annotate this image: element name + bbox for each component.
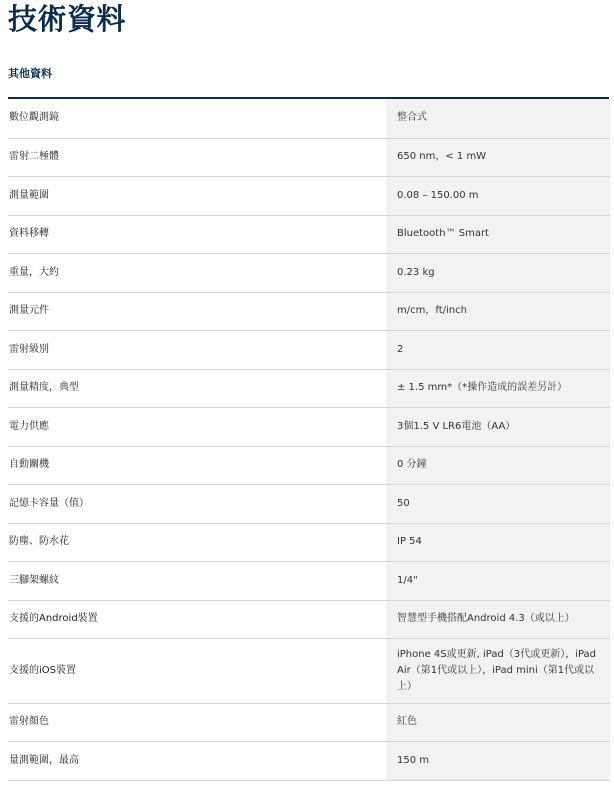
spec-value: 智慧型手機搭配Android 4.3（或以上） — [386, 600, 610, 638]
spec-label: 測量元件 — [8, 292, 386, 330]
spec-label: 重量，大約 — [8, 253, 386, 292]
spec-value: IP 54 — [386, 523, 610, 561]
spec-label: 電力供應 — [8, 407, 386, 446]
spec-label: 雷射級別 — [8, 330, 386, 369]
spec-value: 50 — [386, 484, 610, 523]
spec-row — [8, 215, 610, 253]
spec-value: 0.08 – 150.00 m — [386, 176, 610, 215]
spec-label: 支援的Android裝置 — [8, 600, 386, 638]
spec-label: 資料移轉 — [8, 215, 386, 253]
spec-label: 測量精度，典型 — [8, 369, 386, 407]
spec-value: Bluetooth™ Smart — [386, 215, 610, 253]
spec-label: 支援的iOS裝置 — [8, 638, 386, 703]
spec-value: ± 1.5 mm*（*操作造成的誤差另計） — [386, 369, 610, 407]
spec-row — [8, 99, 610, 138]
spec-row — [8, 600, 610, 638]
spec-value: 3個1.5 V LR6電池（AA） — [386, 407, 610, 446]
spec-value: 2 — [386, 330, 610, 369]
spec-row — [8, 561, 610, 600]
spec-row — [8, 484, 610, 523]
spec-label: 雷射顏色 — [8, 703, 386, 741]
spec-value: 0 分鐘 — [386, 446, 610, 484]
spec-value: iPhone 4S或更新, iPad（3代或更新），iPad Air（第1代或以上），iPad mini（第1代或以上） — [386, 638, 610, 703]
spec-label: 防塵、防水花 — [8, 523, 386, 561]
spec-row — [8, 138, 610, 176]
spec-row — [8, 638, 610, 703]
spec-label: 記憶卡容量（值） — [8, 484, 386, 523]
spec-row — [8, 176, 610, 215]
spec-row — [8, 703, 610, 741]
spec-label: 測量範圍 — [8, 176, 386, 215]
spec-value: 整合式 — [386, 99, 610, 138]
spec-row — [8, 523, 610, 561]
spec-value: 150 m — [386, 741, 610, 780]
spec-label: 雷射二極體 — [8, 138, 386, 176]
spec-label: 量測範圍，最高 — [8, 741, 386, 780]
spec-value: m/cm，ft/inch — [386, 292, 610, 330]
spec-label: 自動關機 — [8, 446, 386, 484]
spec-value: 650 nm，< 1 mW — [386, 138, 610, 176]
spec-value: 1/4" — [386, 561, 610, 600]
section-title: 其他資料 — [8, 67, 52, 80]
spec-table — [8, 99, 610, 781]
spec-value: 紅色 — [386, 703, 610, 741]
spec-value: 0.23 kg — [386, 253, 610, 292]
spec-row — [8, 253, 610, 292]
spec-row — [8, 330, 610, 369]
spec-label: 三腳架螺紋 — [8, 561, 386, 600]
spec-label: 數位觀測鏡 — [8, 99, 386, 138]
spec-row — [8, 741, 610, 780]
page-title: 技術資料 — [8, 2, 127, 36]
spec-row — [8, 446, 610, 484]
spec-row — [8, 292, 610, 330]
spec-row — [8, 407, 610, 446]
spec-row — [8, 369, 610, 407]
